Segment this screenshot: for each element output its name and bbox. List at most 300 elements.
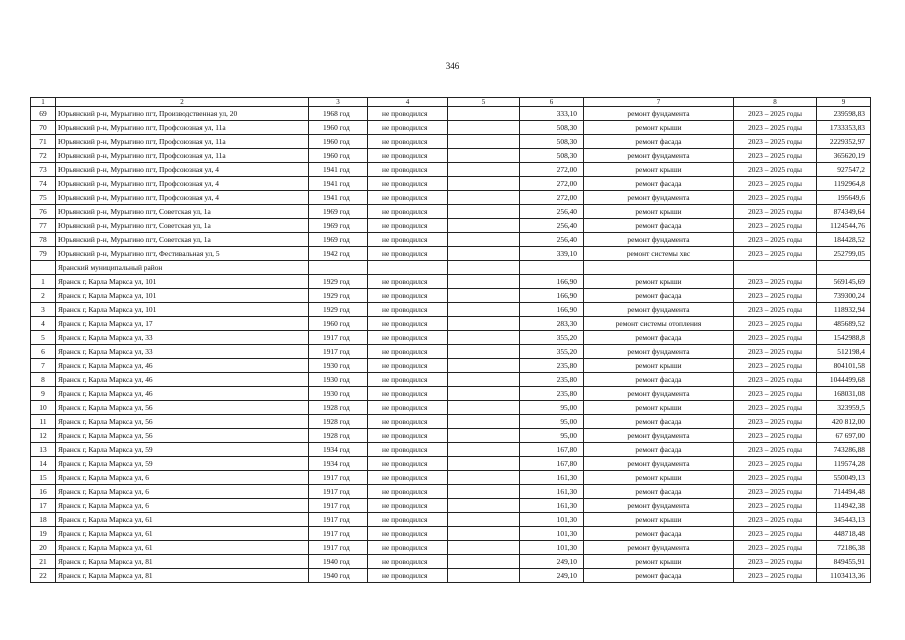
area-cell: 166,90 [520,275,584,289]
period-cell: 2023 – 2025 годы [734,499,817,513]
area-cell: 95,00 [520,429,584,443]
area-cell: 355,20 [520,331,584,345]
build-year-cell: 1941 год [309,163,368,177]
table-row [31,345,871,359]
column-5-cell [448,373,520,387]
work-type-cell: ремонт фасада [584,485,734,499]
build-year-cell: 1917 год [309,345,368,359]
cost-cell: 345443,13 [817,513,871,527]
period-cell: 2023 – 2025 годы [734,177,817,191]
previous-repair-cell: не проводился [368,303,448,317]
previous-repair-cell: не проводился [368,527,448,541]
area-cell: 161,30 [520,485,584,499]
work-type-cell: ремонт крыши [584,359,734,373]
cost-cell: 874349,64 [817,205,871,219]
build-year-cell: 1917 год [309,513,368,527]
work-type-cell: ремонт фундамента [584,429,734,443]
column-5-cell [448,513,520,527]
period-cell: 2023 – 2025 годы [734,219,817,233]
address-cell: Юрьянский р-н, Мурыгино пгт, Советская ул, 1а [56,233,309,247]
previous-repair-cell: не проводился [368,443,448,457]
column-5-cell [448,121,520,135]
work-type-cell: ремонт фундамента [584,303,734,317]
period-cell: 2023 – 2025 годы [734,121,817,135]
row-number-cell: 20 [31,541,56,555]
previous-repair-cell: не проводился [368,205,448,219]
area-cell: 101,30 [520,527,584,541]
work-type-cell: ремонт фасада [584,331,734,345]
build-year-cell: 1960 год [309,135,368,149]
column-5-cell [448,289,520,303]
previous-repair-cell: не проводился [368,373,448,387]
column-5-cell [448,149,520,163]
previous-repair-cell: не проводился [368,345,448,359]
cost-cell: 448718,48 [817,527,871,541]
work-type-cell: ремонт фасада [584,135,734,149]
build-year-cell: 1969 год [309,233,368,247]
cost-cell: 804101,58 [817,359,871,373]
cost-cell: 168031,08 [817,387,871,401]
table-row [31,177,871,191]
area-cell: 272,00 [520,191,584,205]
row-number-cell: 19 [31,527,56,541]
column-5-cell [448,485,520,499]
work-type-cell: ремонт фасада [584,527,734,541]
cost-cell: 739300,24 [817,289,871,303]
period-cell: 2023 – 2025 годы [734,443,817,457]
column-5-cell [448,499,520,513]
period-cell: 2023 – 2025 годы [734,555,817,569]
address-cell: Яранск г, Карла Маркса ул, 46 [56,387,309,401]
row-number-cell: 16 [31,485,56,499]
work-type-cell: ремонт крыши [584,205,734,219]
row-number-cell: 78 [31,233,56,247]
table-row [31,247,871,261]
address-cell: Яранск г, Карла Маркса ул, 46 [56,359,309,373]
period-cell: 2023 – 2025 годы [734,135,817,149]
row-number-cell: 73 [31,163,56,177]
address-cell: Яранск г, Карла Маркса ул, 81 [56,569,309,583]
table-row [31,359,871,373]
work-type-cell: ремонт фасада [584,373,734,387]
row-number-cell: 5 [31,331,56,345]
column-5-cell [448,555,520,569]
row-number-cell: 7 [31,359,56,373]
column-header: 3 [309,98,368,107]
address-cell: Яранск г, Карла Маркса ул, 17 [56,317,309,331]
cost-cell: 365620,19 [817,149,871,163]
build-year-cell: 1917 год [309,527,368,541]
build-year-cell: 1940 год [309,569,368,583]
column-5-cell [448,205,520,219]
row-number-cell: 11 [31,415,56,429]
build-year-cell: 1960 год [309,149,368,163]
row-number-cell: 69 [31,107,56,121]
column-header: 4 [368,98,448,107]
cost-cell: 118932,94 [817,303,871,317]
cost-cell: 1124544,76 [817,219,871,233]
build-year-cell: 1941 год [309,191,368,205]
cost-cell: 569145,69 [817,275,871,289]
table-row [31,429,871,443]
row-number-cell: 75 [31,191,56,205]
column-5-cell [448,163,520,177]
build-year-cell: 1917 год [309,471,368,485]
table-row [31,303,871,317]
previous-repair-cell: не проводился [368,191,448,205]
work-type-cell: ремонт крыши [584,513,734,527]
work-type-cell: ремонт фундамента [584,387,734,401]
address-cell: Яранск г, Карла Маркса ул, 61 [56,527,309,541]
work-type-cell: ремонт крыши [584,275,734,289]
empty-cell [817,261,871,275]
empty-cell [520,261,584,275]
column-5-cell [448,331,520,345]
cost-cell: 550049,13 [817,471,871,485]
period-cell: 2023 – 2025 годы [734,107,817,121]
column-5-cell [448,233,520,247]
work-type-cell: ремонт системы отопления [584,317,734,331]
period-cell: 2023 – 2025 годы [734,317,817,331]
area-cell: 283,30 [520,317,584,331]
table-row [31,219,871,233]
build-year-cell: 1928 год [309,401,368,415]
address-cell: Яранск г, Карла Маркса ул, 59 [56,457,309,471]
previous-repair-cell: не проводился [368,429,448,443]
column-5-cell [448,443,520,457]
work-type-cell: ремонт фундамента [584,457,734,471]
area-cell: 235,80 [520,373,584,387]
cost-cell: 927547,2 [817,163,871,177]
previous-repair-cell: не проводился [368,457,448,471]
area-cell: 166,90 [520,303,584,317]
work-type-cell: ремонт крыши [584,555,734,569]
area-cell: 166,90 [520,289,584,303]
address-cell: Яранск г, Карла Маркса ул, 101 [56,275,309,289]
build-year-cell: 1940 год [309,555,368,569]
column-5-cell [448,415,520,429]
period-cell: 2023 – 2025 годы [734,275,817,289]
period-cell: 2023 – 2025 годы [734,163,817,177]
empty-cell [448,261,520,275]
area-cell: 95,00 [520,401,584,415]
table-row [31,289,871,303]
row-number-cell: 1 [31,275,56,289]
build-year-cell: 1934 год [309,457,368,471]
area-cell: 161,30 [520,499,584,513]
column-header: 7 [584,98,734,107]
previous-repair-cell: не проводился [368,359,448,373]
cost-cell: 67 697,00 [817,429,871,443]
previous-repair-cell: не проводился [368,485,448,499]
build-year-cell: 1929 год [309,275,368,289]
table-row [31,135,871,149]
address-cell: Юрьянский р-н, Мурыгино пгт, Производственная ул, 20 [56,107,309,121]
period-cell: 2023 – 2025 годы [734,233,817,247]
cost-cell: 420 812,00 [817,415,871,429]
cost-cell: 184428,52 [817,233,871,247]
address-cell: Яранск г, Карла Маркса ул, 6 [56,499,309,513]
table-row [31,513,871,527]
work-type-cell: ремонт фундамента [584,233,734,247]
address-cell: Юрьянский р-н, Мурыгино пгт, Советская ул, 1а [56,205,309,219]
build-year-cell: 1968 год [309,107,368,121]
table-row [31,275,871,289]
previous-repair-cell: не проводился [368,471,448,485]
previous-repair-cell: не проводился [368,401,448,415]
column-5-cell [448,471,520,485]
row-number-cell: 18 [31,513,56,527]
work-type-cell: ремонт фундамента [584,191,734,205]
previous-repair-cell: не проводился [368,163,448,177]
empty-cell [368,261,448,275]
area-cell: 167,80 [520,457,584,471]
area-cell: 272,00 [520,177,584,191]
previous-repair-cell: не проводился [368,569,448,583]
district-heading: Яранский муниципальный район [56,261,309,275]
work-type-cell: ремонт фундамента [584,345,734,359]
row-number-cell: 22 [31,569,56,583]
row-number-cell: 76 [31,205,56,219]
build-year-cell: 1928 год [309,429,368,443]
previous-repair-cell: не проводился [368,555,448,569]
address-cell: Яранск г, Карла Маркса ул, 101 [56,303,309,317]
row-number-cell: 77 [31,219,56,233]
cost-cell: 252799,05 [817,247,871,261]
row-number-cell: 14 [31,457,56,471]
address-cell: Яранск г, Карла Маркса ул, 61 [56,541,309,555]
work-type-cell: ремонт фасада [584,219,734,233]
period-cell: 2023 – 2025 годы [734,429,817,443]
table-row [31,541,871,555]
build-year-cell: 1930 год [309,373,368,387]
previous-repair-cell: не проводился [368,513,448,527]
cost-cell: 114942,38 [817,499,871,513]
previous-repair-cell: не проводился [368,415,448,429]
column-5-cell [448,527,520,541]
row-number-cell: 70 [31,121,56,135]
period-cell: 2023 – 2025 годы [734,569,817,583]
area-cell: 256,40 [520,219,584,233]
area-cell: 508,30 [520,121,584,135]
work-type-cell: ремонт фундамента [584,107,734,121]
period-cell: 2023 – 2025 годы [734,401,817,415]
work-type-cell: ремонт фундамента [584,499,734,513]
address-cell: Юрьянский р-н, Мурыгино пгт, Профсоюзная ул, 4 [56,191,309,205]
cost-cell: 512198,4 [817,345,871,359]
period-cell: 2023 – 2025 годы [734,205,817,219]
build-year-cell: 1960 год [309,121,368,135]
cost-cell: 714494,48 [817,485,871,499]
address-cell: Юрьянский р-н, Мурыгино пгт, Советская ул, 1а [56,219,309,233]
build-year-cell: 1930 год [309,387,368,401]
table-row [31,233,871,247]
work-type-cell: ремонт фасада [584,569,734,583]
area-cell: 256,40 [520,205,584,219]
period-cell: 2023 – 2025 годы [734,359,817,373]
work-type-cell: ремонт крыши [584,471,734,485]
table-row [31,415,871,429]
column-5-cell [448,219,520,233]
build-year-cell: 1917 год [309,331,368,345]
row-number-cell: 74 [31,177,56,191]
previous-repair-cell: не проводился [368,233,448,247]
column-5-cell [448,177,520,191]
address-cell: Яранск г, Карла Маркса ул, 46 [56,373,309,387]
period-cell: 2023 – 2025 годы [734,415,817,429]
row-number-cell: 4 [31,317,56,331]
previous-repair-cell: не проводился [368,107,448,121]
area-cell: 101,30 [520,541,584,555]
previous-repair-cell: не проводился [368,317,448,331]
row-number-cell: 15 [31,471,56,485]
previous-repair-cell: не проводился [368,499,448,513]
period-cell: 2023 – 2025 годы [734,527,817,541]
area-cell: 508,30 [520,149,584,163]
period-cell: 2023 – 2025 годы [734,247,817,261]
address-cell: Юрьянский р-н, Мурыгино пгт, Профсоюзная ул, 11а [56,121,309,135]
table-row [31,499,871,513]
build-year-cell: 1929 год [309,289,368,303]
table-row [31,485,871,499]
area-cell: 95,00 [520,415,584,429]
row-number-cell: 79 [31,247,56,261]
column-header: 6 [520,98,584,107]
table-row [31,373,871,387]
previous-repair-cell: не проводился [368,289,448,303]
row-number-cell: 71 [31,135,56,149]
work-type-cell: ремонт крыши [584,121,734,135]
area-cell: 235,80 [520,359,584,373]
address-cell: Яранск г, Карла Маркса ул, 61 [56,513,309,527]
address-cell: Юрьянский р-н, Мурыгино пгт, Профсоюзная ул, 11а [56,135,309,149]
cost-cell: 1542988,8 [817,331,871,345]
build-year-cell: 1930 год [309,359,368,373]
address-cell: Яранск г, Карла Маркса ул, 101 [56,289,309,303]
repair-register-table [30,97,871,583]
build-year-cell: 1917 год [309,485,368,499]
period-cell: 2023 – 2025 годы [734,541,817,555]
column-header: 1 [31,98,56,107]
address-cell: Яранск г, Карла Маркса ул, 33 [56,345,309,359]
table-row [31,191,871,205]
district-heading-row [31,261,871,275]
table-row [31,387,871,401]
column-5-cell [448,191,520,205]
row-number-cell: 8 [31,373,56,387]
column-5-cell [448,107,520,121]
table-row [31,471,871,485]
previous-repair-cell: не проводился [368,247,448,261]
page-number: 346 [445,61,460,71]
table-row [31,331,871,345]
build-year-cell: 1969 год [309,205,368,219]
previous-repair-cell: не проводился [368,331,448,345]
column-header: 2 [56,98,309,107]
area-cell: 508,30 [520,135,584,149]
cost-cell: 239598,83 [817,107,871,121]
work-type-cell: ремонт фасада [584,443,734,457]
area-cell: 256,40 [520,233,584,247]
work-type-cell: ремонт фасада [584,415,734,429]
cost-cell: 849455,91 [817,555,871,569]
previous-repair-cell: не проводился [368,387,448,401]
table-row [31,163,871,177]
work-type-cell: ремонт фундамента [584,149,734,163]
cost-cell: 2229352,97 [817,135,871,149]
work-type-cell: ремонт фундамента [584,541,734,555]
build-year-cell: 1941 год [309,177,368,191]
table-row [31,317,871,331]
column-number-header-row [31,98,871,107]
build-year-cell: 1942 год [309,247,368,261]
previous-repair-cell: не проводился [368,219,448,233]
address-cell: Яранск г, Карла Маркса ул, 6 [56,485,309,499]
area-cell: 167,80 [520,443,584,457]
cost-cell: 72186,38 [817,541,871,555]
build-year-cell: 1928 год [309,415,368,429]
address-cell: Юрьянский р-н, Мурыгино пгт, Профсоюзная ул, 11а [56,149,309,163]
area-cell: 249,10 [520,569,584,583]
address-cell: Яранск г, Карла Маркса ул, 56 [56,401,309,415]
previous-repair-cell: не проводился [368,135,448,149]
table-row [31,569,871,583]
build-year-cell: 1969 год [309,219,368,233]
table-row [31,205,871,219]
column-5-cell [448,401,520,415]
area-cell: 355,20 [520,345,584,359]
period-cell: 2023 – 2025 годы [734,471,817,485]
empty-cell [584,261,734,275]
row-number-cell: 12 [31,429,56,443]
work-type-cell: ремонт крыши [584,163,734,177]
period-cell: 2023 – 2025 годы [734,513,817,527]
period-cell: 2023 – 2025 годы [734,387,817,401]
column-5-cell [448,387,520,401]
address-cell: Юрьянский р-н, Мурыгино пгт, Фестивальная ул, 5 [56,247,309,261]
period-cell: 2023 – 2025 годы [734,373,817,387]
previous-repair-cell: не проводился [368,121,448,135]
table-row [31,527,871,541]
table-row [31,107,871,121]
row-number-cell: 72 [31,149,56,163]
address-cell: Яранск г, Карла Маркса ул, 56 [56,415,309,429]
period-cell: 2023 – 2025 годы [734,289,817,303]
column-5-cell [448,135,520,149]
empty-cell [734,261,817,275]
area-cell: 339,10 [520,247,584,261]
row-number-cell: 6 [31,345,56,359]
previous-repair-cell: не проводился [368,177,448,191]
row-number-cell: 9 [31,387,56,401]
column-5-cell [448,345,520,359]
row-number-cell: 2 [31,289,56,303]
work-type-cell: ремонт системы хвс [584,247,734,261]
address-cell: Юрьянский р-н, Мурыгино пгт, Профсоюзная ул, 4 [56,163,309,177]
table-row [31,121,871,135]
cost-cell: 1103413,36 [817,569,871,583]
previous-repair-cell: не проводился [368,275,448,289]
build-year-cell: 1960 год [309,317,368,331]
cost-cell: 119574,28 [817,457,871,471]
area-cell: 272,00 [520,163,584,177]
table-row [31,443,871,457]
cost-cell: 323959,5 [817,401,871,415]
cost-cell: 485689,52 [817,317,871,331]
column-5-cell [448,429,520,443]
address-cell: Яранск г, Карла Маркса ул, 59 [56,443,309,457]
work-type-cell: ремонт крыши [584,401,734,415]
